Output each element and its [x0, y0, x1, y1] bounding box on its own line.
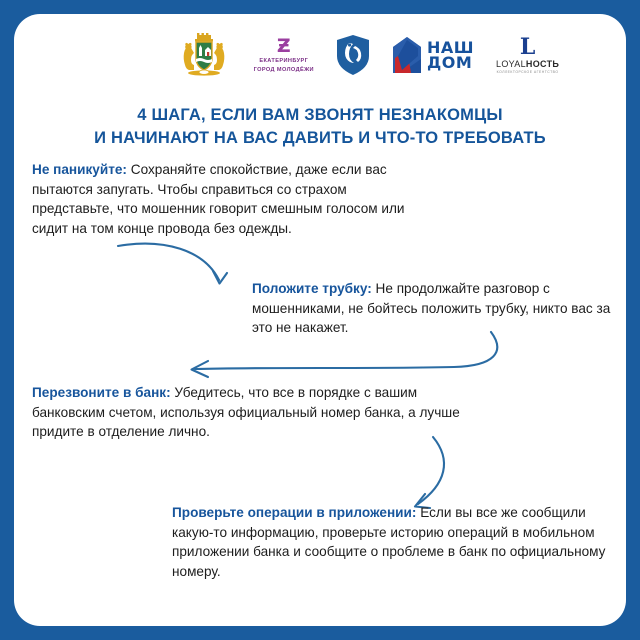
loyalnost-name — [496, 59, 559, 69]
step-2-lead: Положите трубку: — [252, 281, 372, 296]
ekaterinburg-youth-city-logo — [253, 34, 314, 74]
step-2 — [252, 279, 624, 338]
step-4-body: Если вы все же сообщили какую-то информацию, проверьте историю операций в мобильном приложении банка и сообщите о проблеме в банк по официальному номеру. — [172, 505, 606, 580]
step-2-body: Не продолжайте разговор с мошенниками, не бойтесь положить трубку, никто вас за это не накажет. — [252, 281, 611, 336]
poster-title-line2: И НАЧИНАЮТ НА ВАС ДАВИТЬ И ЧТО-ТО ТРЕБОВАТЬ — [94, 128, 546, 147]
arrow-1-head — [213, 271, 227, 284]
step-4-lead: Проверьте операции в приложении: — [172, 505, 417, 520]
nash-dom-logo — [392, 36, 474, 74]
arrow-2-head — [192, 361, 209, 377]
step-4 — [172, 503, 612, 582]
ekb-symbol: Ƶ — [276, 34, 291, 57]
shield-logo — [336, 34, 370, 76]
loyalnost-name-part1: LOYAL — [496, 59, 526, 69]
house-icon — [392, 36, 422, 74]
step-1-body: Сохраняйте спокойствие, даже если вас пытаются запугать. Чтобы справиться со страхом представьте, что мошенник говорит смешным голосом или сидит на том конце провода без одежды. — [32, 162, 405, 237]
step-3-lead: Перезвоните в банк: — [32, 385, 171, 400]
ekb-line1: ЕКАТЕРИНБУРГ — [259, 57, 309, 64]
step-3 — [32, 383, 462, 442]
coat-of-arms-icon — [176, 32, 232, 78]
poster-title-line1: 4 ШАГА, ЕСЛИ ВАМ ЗВОНЯТ НЕЗНАКОМЦЫ — [137, 106, 503, 124]
loyalnost-name-part2: НОСТЬ — [525, 59, 560, 69]
loyalnost-logo — [496, 36, 559, 74]
nash-dom-line1: НАШ — [426, 37, 475, 57]
partner-logo-strip — [14, 26, 626, 84]
loyalnost-tagline: КОЛЛЕКТОРСКОЕ АГЕНТСТВО — [496, 70, 559, 74]
ekb-line2: ГОРОД МОЛОДЁЖИ — [253, 66, 314, 73]
step-1-lead: Не паникуйте: — [32, 162, 127, 177]
poster-title — [34, 104, 606, 150]
shield-icon — [336, 34, 370, 76]
loyalnost-mark: L — [519, 34, 536, 60]
nash-dom-line2: ДОМ — [426, 53, 473, 72]
arrow-3-path — [418, 437, 444, 504]
cm-logo — [81, 40, 154, 70]
yekaterinburg-coat-of-arms-logo — [176, 32, 232, 78]
step-3-body: Убедитесь, что все в порядке с вашим банковским счетом, используя официальный номер банка, а лучше придите в отделение лично. — [32, 385, 460, 440]
step-1 — [32, 160, 412, 239]
arrow-1-path — [118, 244, 219, 280]
poster-card — [14, 14, 626, 626]
cm-logo-text: [CM] — [80, 40, 154, 70]
